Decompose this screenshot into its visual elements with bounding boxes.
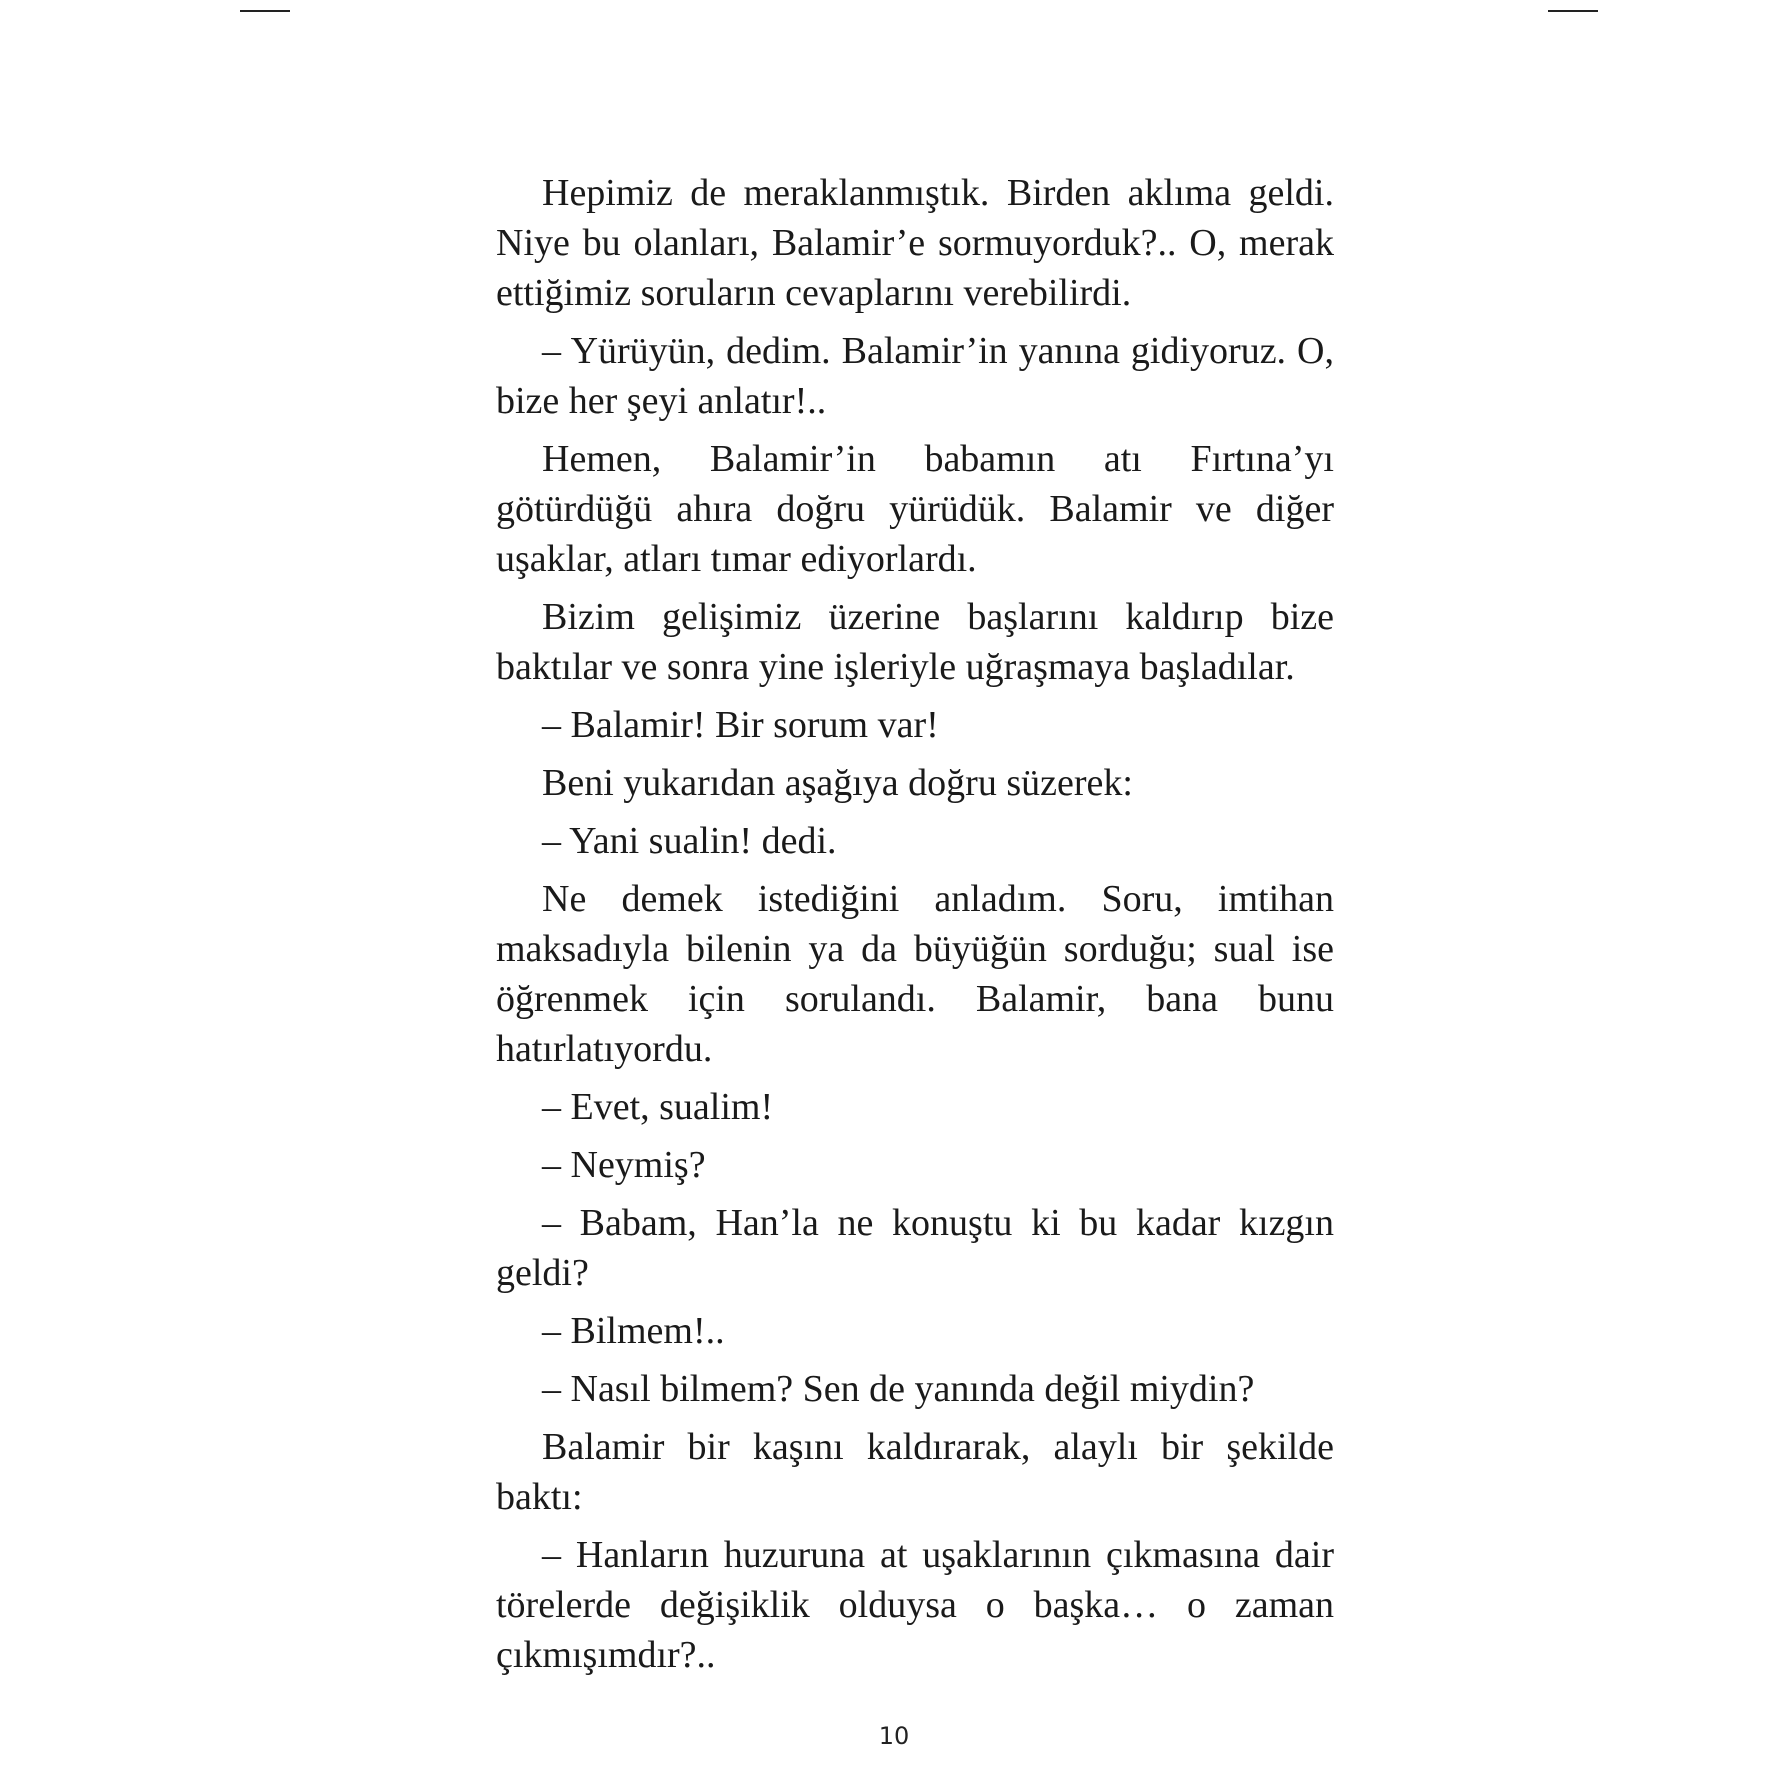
- paragraph: Ne demek istediğini anladım. Soru, imtihan maksadıyla bilenin ya da büyüğün sorduğu; sual ise öğrenmek için sorulandı. Balamir, bana bunu hatırlatıyordu.: [496, 878, 1334, 1070]
- page-number: 10: [878, 1722, 910, 1750]
- paragraph: – Nasıl bilmem? Sen de yanında değil miydin?: [542, 1368, 1255, 1410]
- paragraph: Hepimiz de meraklanmıştık. Birden aklıma geldi. Niye bu olanları, Balamir’e sormuyorduk?.. O, merak ettiğimiz soruların cevaplarını verebilirdi.: [496, 172, 1334, 314]
- paragraph: – Babam, Han’la ne konuştu ki bu kadar kızgın geldi?: [496, 1202, 1334, 1294]
- paragraph: Bizim gelişimiz üzerine başlarını kaldırıp bize baktılar ve sonra yine işleriyle uğraşmaya başladılar.: [496, 596, 1334, 688]
- paragraph: – Yürüyün, dedim. Balamir’in yanına gidiyoruz. O, bize her şeyi anlatır!..: [496, 330, 1334, 422]
- paragraph: – Balamir! Bir sorum var!: [542, 704, 939, 746]
- paragraph: Balamir bir kaşını kaldırarak, alaylı bir şekilde baktı:: [496, 1426, 1334, 1518]
- paragraph: – Neymiş?: [542, 1144, 706, 1186]
- paragraph: Beni yukarıdan aşağıya doğru süzerek:: [542, 762, 1133, 804]
- paragraph: – Bilmem!..: [542, 1310, 725, 1352]
- paragraph: – Yani sualin! dedi.: [542, 820, 837, 862]
- crop-mark-right: [1548, 10, 1598, 12]
- paragraph: Hemen, Balamir’in babamın atı Fırtına’yı götürdüğü ahıra doğru yürüdük. Balamir ve diğer uşaklar, atları tımar ediyorlardı.: [496, 438, 1334, 580]
- paragraph: – Hanların huzuruna at uşaklarının çıkmasına dair törelerde değişiklik olduysa o başka… o zaman çıkmışımdır?..: [496, 1534, 1334, 1676]
- crop-mark-left: [240, 10, 290, 12]
- paragraph: – Evet, sualim!: [542, 1086, 774, 1128]
- body-text: [496, 168, 1334, 1688]
